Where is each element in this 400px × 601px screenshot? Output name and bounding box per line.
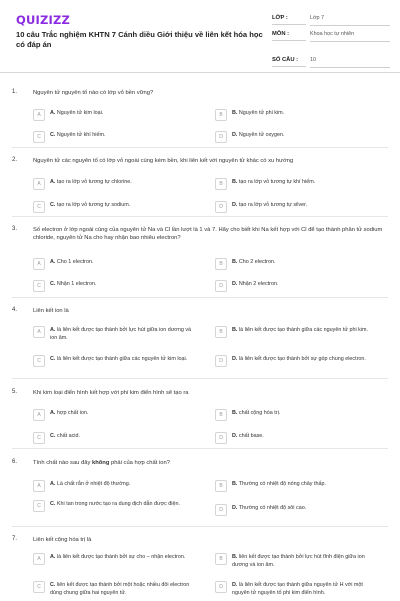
question-text: Nguyên tử các nguyên tố có lớp vỏ ngoài cùng kém bền, khi liên kết với nguyên tử khác có xu hướng	[33, 158, 294, 164]
question-number: 5.	[12, 389, 18, 395]
option-text: Cho 2 electron.	[238, 259, 276, 265]
meta-count-row	[272, 51, 390, 67]
option-b[interactable]: B B. Cho 2 electron.	[215, 258, 377, 272]
option-c[interactable]: C C. Nguyên tử khí hiếm.	[33, 131, 195, 145]
option-badge: B	[215, 480, 227, 492]
divider	[12, 297, 388, 298]
option-text: Nguyên tử khí hiếm.	[56, 132, 106, 138]
question-text: Khi kim loại điển hình kết hợp với phi kim điển hình sẽ tạo ra	[33, 390, 189, 396]
worksheet-meta	[272, 9, 390, 67]
option-text: Nhận 1 electron.	[56, 281, 97, 287]
option-text: Nguyên tử oxygen.	[238, 132, 285, 138]
option-b[interactable]: B B. là liên kết được tạo thành giữa các nguyên tử phi kim.	[215, 326, 377, 346]
option-text: chất base.	[238, 433, 264, 439]
option-text: tạo ra lớp vỏ tương tự khí hiếm.	[238, 179, 316, 185]
option-a[interactable]: A A. là liên kết được tạo thành bởi sự cho – nhận electron.	[33, 553, 195, 573]
option-text: chất acid.	[56, 433, 80, 439]
option-c[interactable]: C C. Nhận 1 electron.	[33, 280, 195, 294]
option-c[interactable]: C C. liên kết được tạo thành bởi một hoặc nhiều đôi electron dùng chung giữa hai nguyên tử.	[33, 581, 195, 601]
option-b[interactable]: B B. liên kết được tạo thành bởi lực hút tĩnh điện giữa ion dương và ion âm.	[215, 553, 377, 573]
option-badge: D	[215, 581, 227, 593]
option-a[interactable]: A A. tạo ra lớp vỏ tương tự chlorine.	[33, 178, 195, 192]
divider	[12, 216, 388, 217]
option-d[interactable]: D D. chất base.	[215, 432, 377, 446]
subject-label: MÔN :	[272, 31, 290, 37]
option-badge: B	[215, 553, 227, 565]
option-text: tạo ra lớp vỏ tương tự sodium.	[56, 202, 131, 208]
divider	[12, 147, 388, 148]
option-badge: B	[215, 258, 227, 270]
question-text: Tính chất nào sau đây không phải của hợp chất ion?	[33, 460, 170, 466]
question-number: 3.	[12, 226, 18, 232]
option-a[interactable]: A A. hợp chất ion.	[33, 409, 195, 423]
option-text: là liên kết được tạo thành bởi lực hút giữa ion dương và ion âm.	[50, 327, 192, 341]
option-badge: A	[33, 178, 45, 190]
option-text: là liên kết được tạo thành bởi sự góp chung electron.	[238, 356, 366, 362]
option-badge: D	[215, 201, 227, 213]
quizizz-logo: QUIZIZZ	[16, 13, 71, 27]
option-text: hợp chất ion.	[56, 410, 89, 416]
worksheet-header	[0, 0, 400, 73]
option-badge: C	[33, 355, 45, 367]
question-number: 1.	[12, 89, 18, 95]
option-text: tạo ra lớp vỏ tương tự silver.	[238, 202, 308, 208]
option-text: liên kết được tạo thành bởi một hoặc nhiều đôi electron dùng chung giữa hai nguyên tử.	[50, 582, 190, 596]
option-b[interactable]: B B. tạo ra lớp vỏ tương tự khí hiếm.	[215, 178, 377, 192]
option-badge: A	[33, 258, 45, 270]
subject-value: Khoa học tự nhiên	[310, 31, 390, 42]
option-a[interactable]: A A. Cho 1 electron.	[33, 258, 195, 272]
option-text: là liên kết được tạo thành giữa các nguyên tử phi kim.	[238, 327, 369, 333]
option-text: Nguyên tử kim loại.	[56, 110, 104, 116]
option-d[interactable]: D D. tạo ra lớp vỏ tương tự silver.	[215, 201, 377, 215]
option-c[interactable]: C C. Khi tan trong nước tạo ra dung dịch dẫn được điện.	[33, 500, 195, 520]
question-text: Nguyên tử nguyên tố nào có lớp vỏ bền vững?	[33, 90, 154, 96]
option-text: Thường có nhiệt độ sôi cao.	[238, 505, 307, 511]
meta-class-row	[272, 9, 390, 25]
divider	[12, 378, 388, 379]
option-a[interactable]: A A. Là chất rắn ở nhiệt độ thường.	[33, 480, 195, 494]
option-badge: B	[215, 326, 227, 338]
option-badge: C	[33, 280, 45, 292]
option-text: Thường có nhiệt độ nóng chảy thấp.	[238, 481, 326, 487]
question-number: 7.	[12, 536, 18, 542]
option-badge: D	[215, 432, 227, 444]
option-badge: D	[215, 504, 227, 516]
count-label: SỐ CÂU :	[272, 57, 299, 63]
question-number: 4.	[12, 307, 18, 313]
meta-subject-row	[272, 25, 390, 51]
option-text: Nguyên tử phi kim.	[238, 110, 285, 116]
option-badge: C	[33, 581, 45, 593]
class-value: Lớp 7	[310, 15, 390, 26]
option-text: tạo ra lớp vỏ tương tự chlorine.	[56, 179, 132, 185]
option-badge: D	[215, 131, 227, 143]
option-badge: C	[33, 201, 45, 213]
option-c[interactable]: C C. là liên kết được tạo thành giữa các nguyên tử kim loại.	[33, 355, 195, 375]
worksheet-title: 10 câu Trắc nghiệm KHTN 7 Cánh diều Giới thiệu về liên kết hóa học có đáp án	[16, 30, 263, 49]
option-badge: B	[215, 109, 227, 121]
count-value: 10	[310, 57, 390, 68]
option-text: Khi tan trong nước tạo ra dung dịch dẫn được điện.	[56, 501, 180, 507]
divider	[12, 448, 388, 449]
option-badge: A	[33, 109, 45, 121]
option-b[interactable]: B B. Thường có nhiệt độ nóng chảy thấp.	[215, 480, 377, 494]
option-text: Là chất rắn ở nhiệt độ thường.	[56, 481, 131, 487]
option-badge: A	[33, 553, 45, 565]
option-d[interactable]: D D. Nhận 2 electron.	[215, 280, 377, 294]
option-a[interactable]: A A. là liên kết được tạo thành bởi lực hút giữa ion dương và ion âm.	[33, 326, 195, 346]
option-a[interactable]: A A. Nguyên tử kim loại.	[33, 109, 195, 123]
option-badge: C	[33, 432, 45, 444]
option-text: là liên kết được tạo thành bởi sự cho – nhận electron.	[56, 554, 186, 560]
option-badge: C	[33, 500, 45, 512]
option-c[interactable]: C C. chất acid.	[33, 432, 195, 446]
option-text: liên kết được tạo thành bởi lực hút tĩnh điện giữa ion dương và ion âm.	[232, 554, 365, 568]
option-badge: B	[215, 409, 227, 421]
option-d[interactable]: D D. là liên kết được tạo thành giữa nguyên tử H với một nguyên tử nguyên tố phi kim điển hình.	[215, 581, 377, 601]
option-text: Cho 1 electron.	[56, 259, 94, 265]
option-text: chất cộng hóa trị.	[238, 410, 281, 416]
option-text: là liên kết được tạo thành giữa nguyên tử H với một nguyên tử nguyên tố phi kim điển hình.	[232, 582, 363, 596]
question-number: 6.	[12, 459, 18, 465]
class-label: LỚP :	[272, 15, 288, 21]
option-badge: B	[215, 178, 227, 190]
option-b[interactable]: B B. Nguyên tử phi kim.	[215, 109, 377, 123]
option-badge: A	[33, 480, 45, 492]
option-badge: D	[215, 280, 227, 292]
option-d[interactable]: D D. là liên kết được tạo thành bởi sự góp chung electron.	[215, 355, 377, 375]
option-badge: C	[33, 131, 45, 143]
option-d[interactable]: D D. Nguyên tử oxygen.	[215, 131, 377, 145]
option-badge: D	[215, 355, 227, 367]
question-text: Số electron ở lớp ngoài cùng của nguyên tử Na và Cl lần lượt là 1 và 7. Hãy cho biết khi Na kết hợp với Cl để tạo thành phân tử sodium chloride, nguyên tử Na cho hay nhận bao nhiêu electron?	[33, 227, 383, 241]
question-number: 2.	[12, 157, 18, 163]
option-b[interactable]: B B. chất cộng hóa trị.	[215, 409, 377, 423]
option-c[interactable]: C C. tạo ra lớp vỏ tương tự sodium.	[33, 201, 195, 215]
option-text: Nhận 2 electron.	[238, 281, 279, 287]
option-badge: A	[33, 409, 45, 421]
option-text: là liên kết được tạo thành giữa các nguyên tử kim loại.	[56, 356, 188, 362]
divider	[12, 526, 388, 527]
question-text: Liên kết ion là	[33, 308, 69, 314]
option-d[interactable]: D D. Thường có nhiệt độ sôi cao.	[215, 504, 377, 518]
option-badge: A	[33, 326, 45, 338]
question-text: Liên kết cộng hóa trị là	[33, 537, 92, 543]
